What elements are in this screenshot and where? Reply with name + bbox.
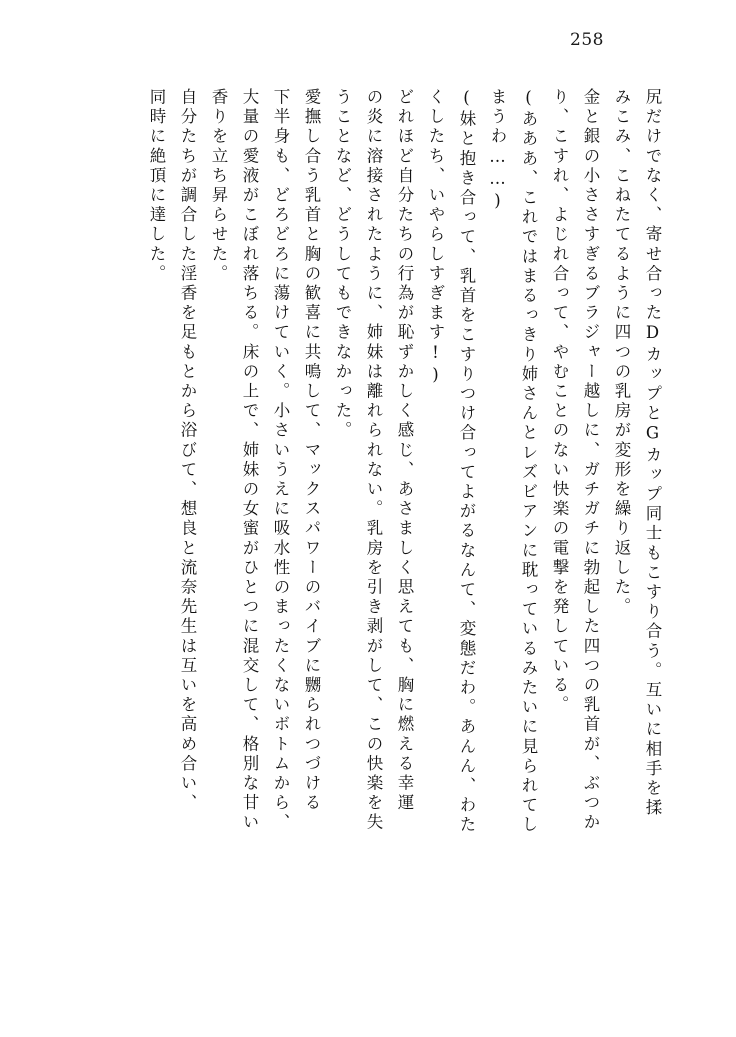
text-line: (妹と抱き合って、乳首をこすりつけ合ってよがるなんて、変態だわ。あんん、わた bbox=[457, 88, 476, 836]
page-number: 258 bbox=[570, 30, 604, 50]
text-line: どれほど自分たちの行為が恥ずかしく感じ、あさましく思えても、胸に燃える幸運 bbox=[395, 88, 414, 814]
text-line: 尻だけでなく、寄せ合ったDカップとGカップ同士もこすり合う。互いに相手を揉 bbox=[643, 88, 662, 819]
text-line: 香りを立ち昇らせた。 bbox=[209, 88, 228, 284]
vertical-text-block bbox=[60, 88, 660, 948]
text-line: の炎に溶接されたように、姉妹は離れられない。乳房を引き剥がして、この快楽を失 bbox=[364, 88, 383, 833]
text-line: 自分たちが調合した淫香を足もとから浴びて、想良と流奈先生は互いを高め合い、 bbox=[178, 88, 197, 814]
text-line: みこみ、こねたてるように四つの乳房が変形を繰り返した。 bbox=[612, 88, 631, 618]
text-line: 大量の愛液がこぼれ落ちる。床の上で、姉妹の女蜜がひとつに混交して、格別な甘い bbox=[240, 88, 259, 833]
text-line: 愛撫し合う乳首と胸の歓喜に共鳴して、マックスパワーのバイブに嬲られつづける bbox=[302, 88, 321, 814]
text-line: 下半身も、どろどろに蕩けていく。小さいうえに吸水性のまったくないボトムから、 bbox=[271, 88, 290, 833]
text-line: (あああ、これではまるっきり姉さんとレズビアンに耽っているみたいに見られてし bbox=[519, 88, 538, 836]
text-line: 金と銀の小ささすぎるブラジャー越しに、ガチガチに勃起した四つの乳首が、ぶつか bbox=[581, 88, 600, 833]
text-line: り、こすれ、よじれ合って、やむことのない快楽の電撃を発している。 bbox=[550, 88, 569, 716]
text-line: 同時に絶頂に達した。 bbox=[147, 88, 166, 284]
text-line: まうわ……) bbox=[488, 88, 507, 214]
text-line: うことなど、どうしてもできなかった。 bbox=[333, 88, 352, 441]
text-line: くしたち、いやらしすぎます!) bbox=[426, 88, 445, 387]
